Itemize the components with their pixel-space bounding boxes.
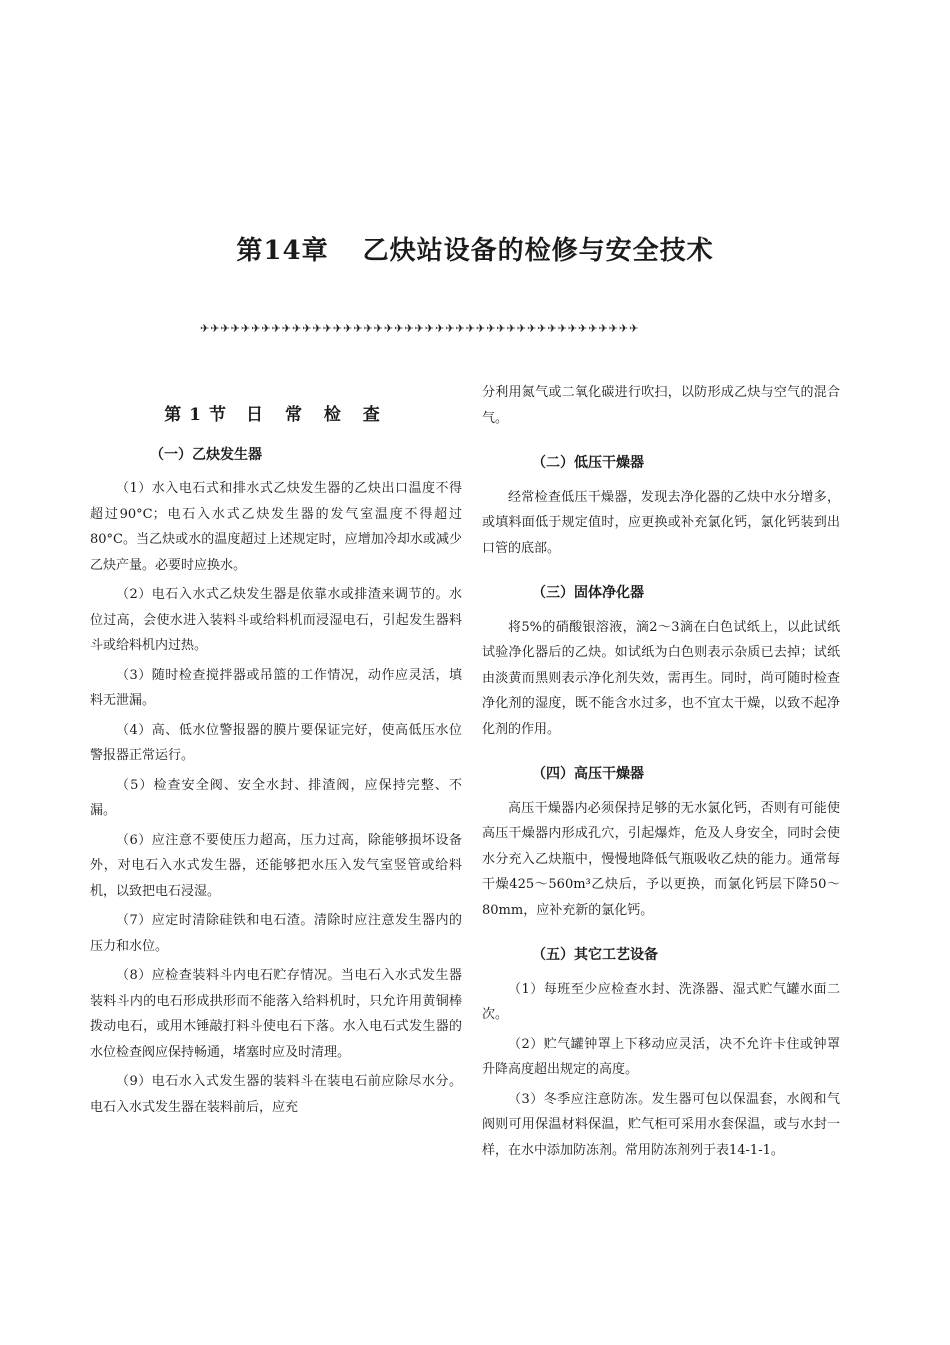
paragraph: （3）冬季应注意防冻。发生器可包以保温套，水阀和气阀则可用保温材料保温，贮气柜可采用水套保温，或与水封一样，在水中添加防冻剂。常用防冻剂列于表14-1-1。 — [482, 1091, 840, 1158]
paragraph: 经常检查低压干燥器，发现去净化器的乙炔中水分增多，或填料面低于规定值时，应更换或补充氯化钙，氯化钙装到出口管的底部。 — [482, 489, 840, 556]
paragraph: （2）电石入水式乙炔发生器是依靠水或排渣来调节的。水位过高，会使水进入装料斗或给料机而浸湿电石，引起发生器料斗或给料机内过热。 — [90, 587, 462, 653]
paragraph: （1）每班至少应检查水封、洗涤器、湿式贮气罐水面二次。 — [482, 981, 840, 1022]
paragraph: （1）水入电石式和排水式乙炔发生器的乙炔出口温度不得超过90°C；电石入水式乙炔发生器的发气室温度不得超过80°C。当乙炔或水的温度超过上述规定时，应增加冷却水或减少乙炔产量。必要时应换水。 — [90, 481, 462, 573]
chapter-title — [0, 230, 950, 267]
ornament-divider: ✈✈✈✈✈✈✈✈✈✈✈✈✈✈✈✈✈✈✈✈✈✈✈✈✈✈✈✈✈✈✈✈✈✈✈✈✈✈✈✈✈✈✈ — [200, 322, 640, 335]
paragraph: （6）应注意不要使压力超高，压力过高，除能够损坏设备外，对电石入水式发生器，还能够把水压入发气室竖管或给料机，以致把电石浸湿。 — [90, 832, 462, 899]
subheading-acetylene-generator: （一）乙炔发生器 — [150, 446, 262, 463]
right-column — [482, 380, 840, 1167]
paragraph: （9）电石水入式发生器的装料斗在装电石前应除尽水分。电石入水式发生器在装料前后，应充 — [90, 1074, 462, 1115]
paragraph: （8）应检查装料斗内电石贮存情况。当电石入水式发生器装料斗内的电石形成拱形而不能落入给料机时，只允许用黄铜棒拨动电石，或用木锤敲打料斗使电石下落。水入电石式发生器的水位检查阀应保持畅通，堵塞时应及时清理。 — [90, 968, 462, 1060]
paragraph: 将5%的硝酸银溶液，滴2～3滴在白色试纸上，以此试纸试验净化器后的乙炔。如试纸为白色则表示杂质已去掉；试纸由淡黄而黑则表示净化剂失效，需再生。同时，尚可随时检查净化剂的湿度，既不能含水过多，也不宜太干燥，以致不起净化剂的作用。 — [482, 619, 840, 737]
subheading-high-pressure-dryer: （四）高压干燥器 — [532, 766, 644, 782]
paragraph: （4）高、低水位警报器的膜片要保证完好，使高低压水位警报器正常运行。 — [90, 722, 462, 763]
section-title — [90, 403, 462, 429]
paragraph-continued: 分利用氮气或二氧化碳进行吹扫，以防形成乙炔与空气的混合气。 — [482, 385, 840, 426]
section-number: 第1节 — [164, 405, 235, 425]
paragraph: 高压干燥器内必须保持足够的无水氯化钙，否则有可能使高压干燥器内形成孔穴，引起爆炸，危及人身安全，同时会使水分充入乙炔瓶中，慢慢地降低气瓶吸收乙炔的能力。通常每干燥425～560m³乙炔后，予以更换，而氯化钙层下降50～80mm，应补充新的氯化钙。 — [482, 800, 840, 918]
paragraph: （5）检查安全阀、安全水封、排渣阀，应保持完整、不漏。 — [90, 777, 462, 818]
chapter-number: 第14章 — [236, 236, 329, 266]
subheading-other-equipment: （五）其它工艺设备 — [532, 947, 658, 963]
subheading-low-pressure-dryer: （二）低压干燥器 — [532, 455, 644, 471]
paragraph: （7）应定时清除硅铁和电石渣。清除时应注意发生器内的压力和水位。 — [90, 913, 462, 954]
paragraph: （2）贮气罐钟罩上下移动应灵活，决不允许卡住或钟罩升降高度超出规定的高度。 — [482, 1036, 840, 1077]
left-column — [90, 369, 462, 1124]
subheading-solid-purifier: （三）固体净化器 — [532, 585, 644, 601]
chapter-name: 乙炔站设备的检修与安全技术 — [362, 236, 714, 266]
section-name: 日 常 检 查 — [246, 405, 388, 425]
paragraph: （3）随时检查搅拌器或吊篮的工作情况，动作应灵活，填料无泄漏。 — [90, 667, 462, 708]
